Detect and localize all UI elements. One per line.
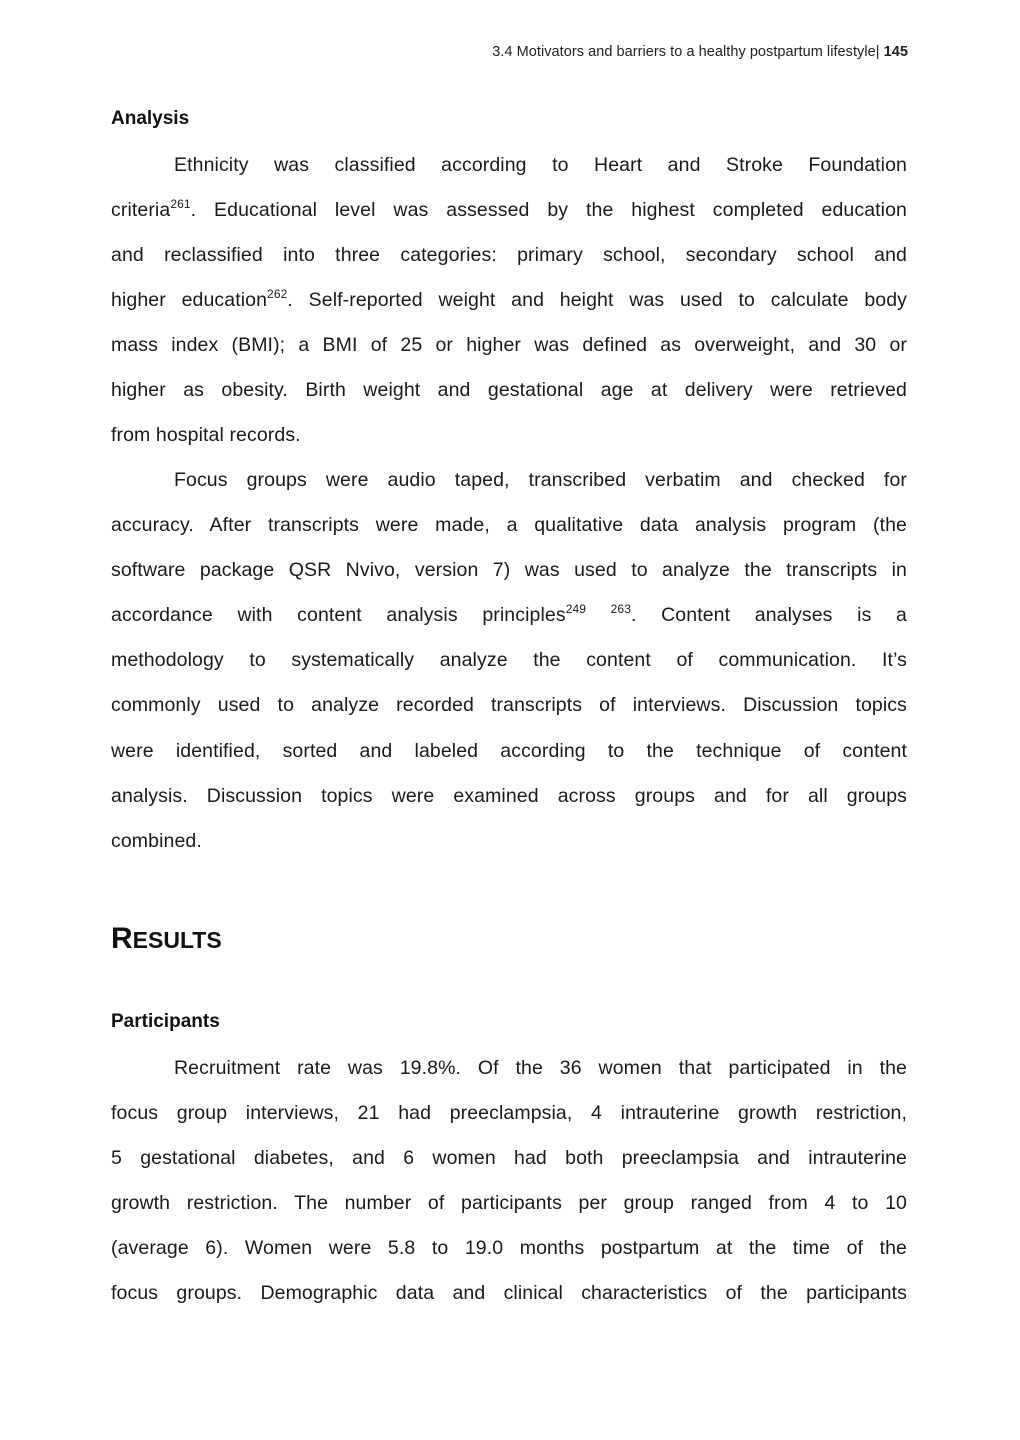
text: . Educational level was assessed by the highest completed education	[190, 199, 907, 221]
citation-ref: 249	[565, 602, 587, 616]
paragraph-line: methodology to systematically analyze the content of communication. It’s	[111, 649, 907, 671]
paragraph-line: commonly used to analyze recorded transcripts of interviews. Discussion topics	[111, 694, 907, 716]
text: criteria	[111, 199, 171, 221]
paragraph-line: accuracy. After transcripts were made, a qualitative data analysis program (the	[111, 514, 907, 536]
paragraph-line: 5 gestational diabetes, and 6 women had both preeclampsia and intrauterine	[111, 1147, 907, 1169]
text: accordance with content analysis principles	[111, 604, 566, 626]
paragraph-line	[111, 197, 907, 223]
paragraph-line: mass index (BMI); a BMI of 25 or higher was defined as overweight, and 30 or	[111, 334, 907, 356]
text: . Self-reported weight and height was used to calculate body	[287, 289, 908, 311]
subheading-participants: Participants	[111, 1011, 220, 1032]
page-number: 145	[883, 44, 908, 60]
text: higher education	[111, 289, 268, 311]
citation-ref: 263	[610, 602, 631, 616]
citation-ref: 262	[267, 287, 288, 301]
paragraph-line: Recruitment rate was 19.8%. Of the 36 women that participated in the	[174, 1057, 907, 1079]
section-title-results	[111, 922, 222, 956]
paragraph-line: combined.	[111, 830, 202, 852]
paragraph-line: Focus groups were audio taped, transcribed verbatim and checked for	[174, 469, 907, 491]
text: . Content analyses is a	[630, 604, 907, 626]
subheading-analysis: Analysis	[111, 108, 190, 129]
paragraph-line	[111, 602, 907, 628]
paragraph-line: from hospital records.	[111, 424, 301, 446]
paragraph-line: focus groups. Demographic data and clinical characteristics of the participants	[111, 1282, 907, 1304]
running-head	[492, 44, 908, 60]
paragraph-line: analysis. Discussion topics were examined across groups and for all groups	[111, 785, 907, 807]
paragraph-line: focus group interviews, 21 had preeclampsia, 4 intrauterine growth restriction,	[111, 1102, 907, 1124]
paragraph-line: Ethnicity was classified according to Heart and Stroke Foundation	[174, 154, 907, 176]
paragraph-line: higher as obesity. Birth weight and gestational age at delivery were retrieved	[111, 379, 907, 401]
paragraph-line: growth restriction. The number of participants per group ranged from 4 to 10	[111, 1192, 907, 1214]
running-head-title: 3.4 Motivators and barriers to a healthy postpartum lifestyle|	[492, 44, 880, 60]
text: ESULTS	[132, 927, 222, 953]
text: R	[111, 922, 133, 955]
citation-ref: 261	[170, 197, 191, 211]
paragraph-line: (average 6). Women were 5.8 to 19.0 months postpartum at the time of the	[111, 1237, 907, 1259]
paragraph-line: software package QSR Nvivo, version 7) was used to analyze the transcripts in	[111, 559, 907, 581]
paragraph-line: were identified, sorted and labeled according to the technique of content	[111, 740, 907, 762]
paragraph-line: and reclassified into three categories: primary school, secondary school and	[111, 244, 907, 266]
paragraph-line	[111, 287, 907, 313]
